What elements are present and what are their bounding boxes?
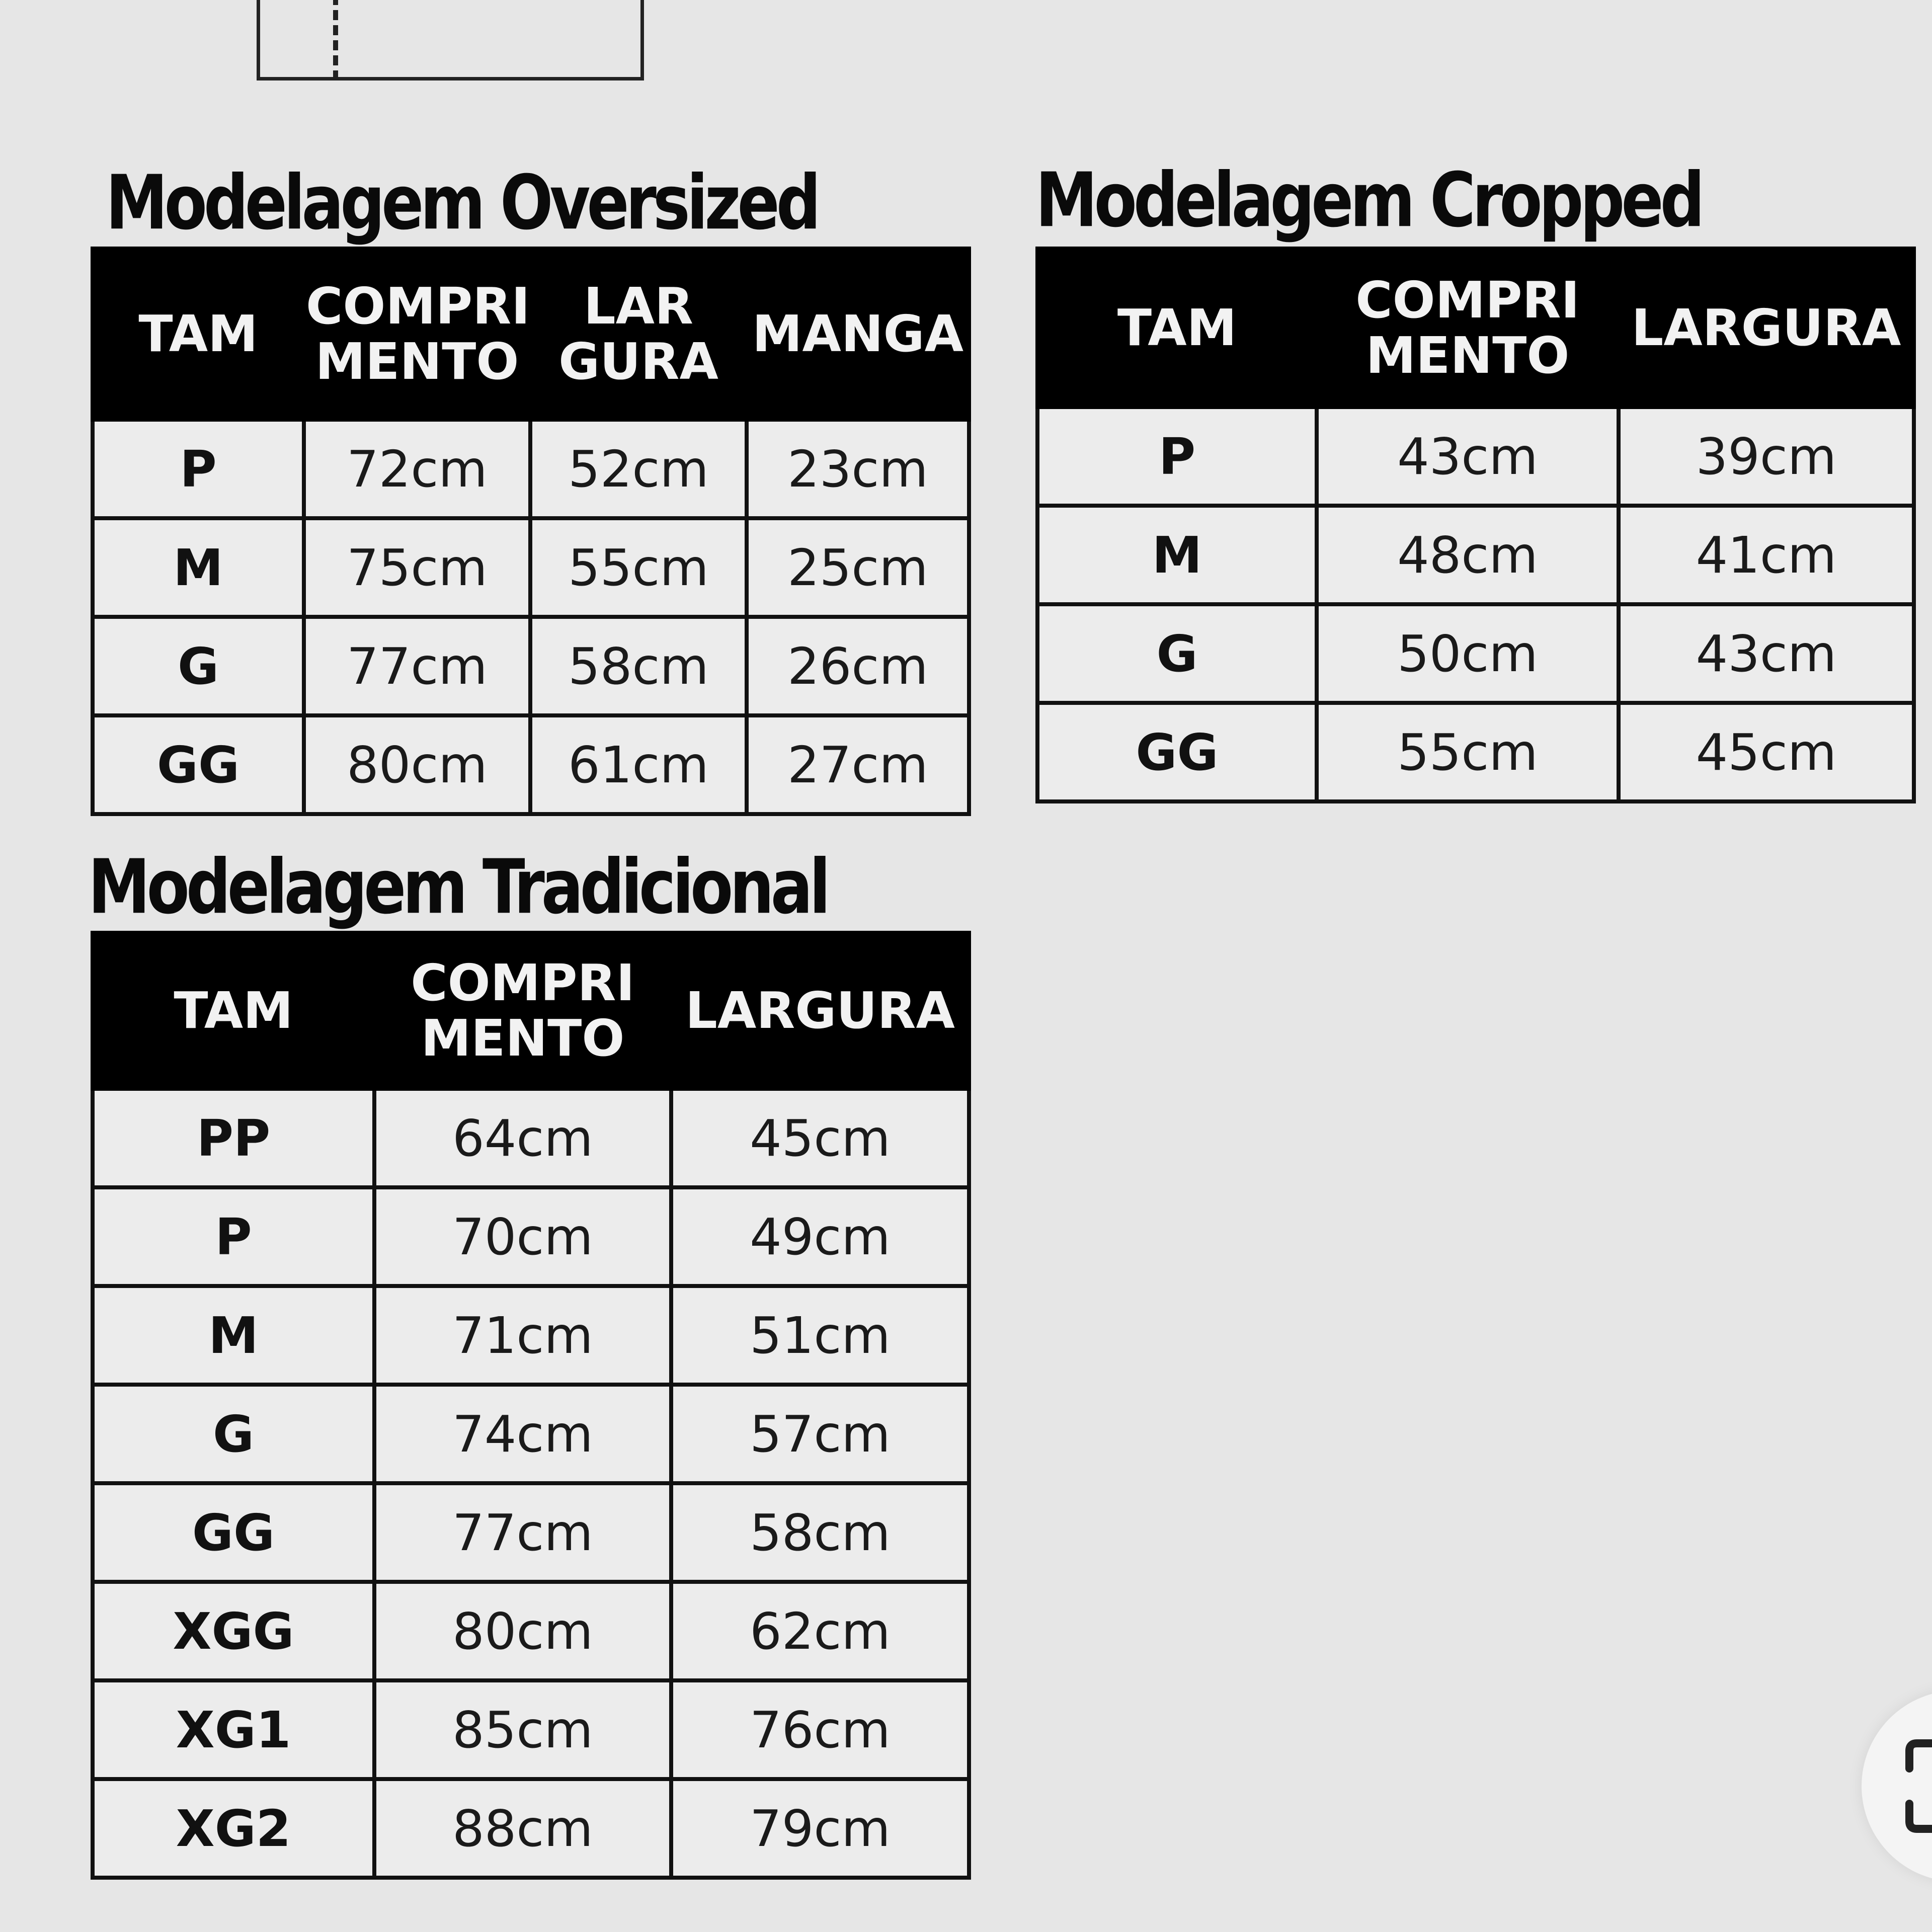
measure-value: 43cm xyxy=(1317,407,1619,506)
size-label: PP xyxy=(93,1089,374,1187)
measure-value: 45cm xyxy=(1619,703,1914,801)
oversized-size-table xyxy=(91,247,971,816)
table-row xyxy=(93,518,969,617)
measure-value: 64cm xyxy=(374,1089,671,1187)
oversized-header-line: GURA xyxy=(558,332,718,391)
table-row xyxy=(1037,506,1914,604)
cropped-header-line: TAM xyxy=(1117,298,1237,357)
cropped-size-table xyxy=(1035,247,1916,803)
measure-value: 70cm xyxy=(374,1187,671,1286)
measure-value: 57cm xyxy=(671,1385,969,1483)
size-label: GG xyxy=(93,715,304,814)
size-label: M xyxy=(93,1286,374,1385)
table-row xyxy=(93,1483,969,1582)
measure-value: 76cm xyxy=(671,1680,969,1779)
measure-value: 61cm xyxy=(530,715,747,814)
cropped-header-2 xyxy=(1619,249,1914,407)
measure-value: 80cm xyxy=(304,715,530,814)
table-row xyxy=(1037,407,1914,506)
scan-icon xyxy=(1904,1738,1932,1834)
visual-search-button[interactable] xyxy=(1862,1691,1932,1882)
cropped-header-line: LARGURA xyxy=(1631,298,1901,357)
oversized-header-0 xyxy=(93,249,304,420)
size-label: P xyxy=(1037,407,1317,506)
size-label: M xyxy=(1037,506,1317,604)
measure-value: 77cm xyxy=(304,617,530,715)
cropped-header-line: COMPRI xyxy=(1355,270,1580,330)
cropped-header-line: MENTO xyxy=(1365,326,1570,385)
measure-value: 41cm xyxy=(1619,506,1914,604)
size-label: P xyxy=(93,420,304,518)
measure-value: 74cm xyxy=(374,1385,671,1483)
measure-value: 52cm xyxy=(530,420,747,518)
oversized-header-3 xyxy=(747,249,969,420)
oversized-header-line: MENTO xyxy=(315,332,519,391)
oversized-header-line: TAM xyxy=(138,304,258,363)
measure-value: 39cm xyxy=(1619,407,1914,506)
measure-value: 55cm xyxy=(530,518,747,617)
table-row xyxy=(93,1582,969,1680)
measure-value: 23cm xyxy=(747,420,969,518)
table-row xyxy=(93,1286,969,1385)
table-row xyxy=(93,1089,969,1187)
table-row xyxy=(93,715,969,814)
size-label: G xyxy=(1037,604,1317,703)
measure-value: 88cm xyxy=(374,1779,671,1878)
tradicional-header-line: LARGURA xyxy=(685,981,955,1040)
measure-value: 45cm xyxy=(671,1089,969,1187)
size-label: G xyxy=(93,617,304,715)
measure-value: 43cm xyxy=(1619,604,1914,703)
measure-value: 26cm xyxy=(747,617,969,715)
cropped-header-0 xyxy=(1037,249,1317,407)
measure-value: 85cm xyxy=(374,1680,671,1779)
tradicional-header-2 xyxy=(671,933,969,1089)
tradicional-title: Modelagem Tradicional xyxy=(88,843,827,931)
tradicional-header-0 xyxy=(93,933,374,1089)
table-row xyxy=(93,1680,969,1779)
measure-value: 49cm xyxy=(671,1187,969,1286)
measure-value: 62cm xyxy=(671,1582,969,1680)
size-label: GG xyxy=(93,1483,374,1582)
tradicional-header-line: TAM xyxy=(174,981,293,1040)
oversized-header-2 xyxy=(530,249,747,420)
dashed-measure-line xyxy=(333,0,338,80)
size-label: XG1 xyxy=(93,1680,374,1779)
tradicional-header-1 xyxy=(374,933,671,1089)
measure-value: 79cm xyxy=(671,1779,969,1878)
measure-value: 48cm xyxy=(1317,506,1619,604)
table-row xyxy=(93,1385,969,1483)
garment-diagram xyxy=(257,0,644,80)
measure-value: 51cm xyxy=(671,1286,969,1385)
measure-value: 80cm xyxy=(374,1582,671,1680)
measure-value: 55cm xyxy=(1317,703,1619,801)
oversized-header-line: COMPRI xyxy=(306,277,530,336)
size-label: G xyxy=(93,1385,374,1483)
size-label: GG xyxy=(1037,703,1317,801)
measure-value: 75cm xyxy=(304,518,530,617)
size-label: XGG xyxy=(93,1582,374,1680)
measure-value: 71cm xyxy=(374,1286,671,1385)
table-row xyxy=(93,1187,969,1286)
cropped-title: Modelagem Cropped xyxy=(1035,156,1702,244)
tradicional-size-table xyxy=(91,931,971,1880)
measure-value: 50cm xyxy=(1317,604,1619,703)
table-row xyxy=(93,617,969,715)
table-row xyxy=(1037,604,1914,703)
measure-value: 72cm xyxy=(304,420,530,518)
cropped-header-1 xyxy=(1317,249,1619,407)
measure-value: 27cm xyxy=(747,715,969,814)
size-label: M xyxy=(93,518,304,617)
size-label: P xyxy=(93,1187,374,1286)
table-row xyxy=(93,1779,969,1878)
measure-value: 77cm xyxy=(374,1483,671,1582)
measure-value: 58cm xyxy=(671,1483,969,1582)
oversized-header-1 xyxy=(304,249,530,420)
table-row xyxy=(93,420,969,518)
oversized-header-line: LAR xyxy=(583,277,694,336)
table-row xyxy=(1037,703,1914,801)
measure-value: 25cm xyxy=(747,518,969,617)
tradicional-header-line: COMPRI xyxy=(411,953,635,1012)
oversized-header-line: MANGA xyxy=(752,304,964,363)
oversized-title: Modelagem Oversized xyxy=(106,159,818,247)
size-label: XG2 xyxy=(93,1779,374,1878)
measure-value: 58cm xyxy=(530,617,747,715)
tradicional-header-line: MENTO xyxy=(421,1009,625,1068)
